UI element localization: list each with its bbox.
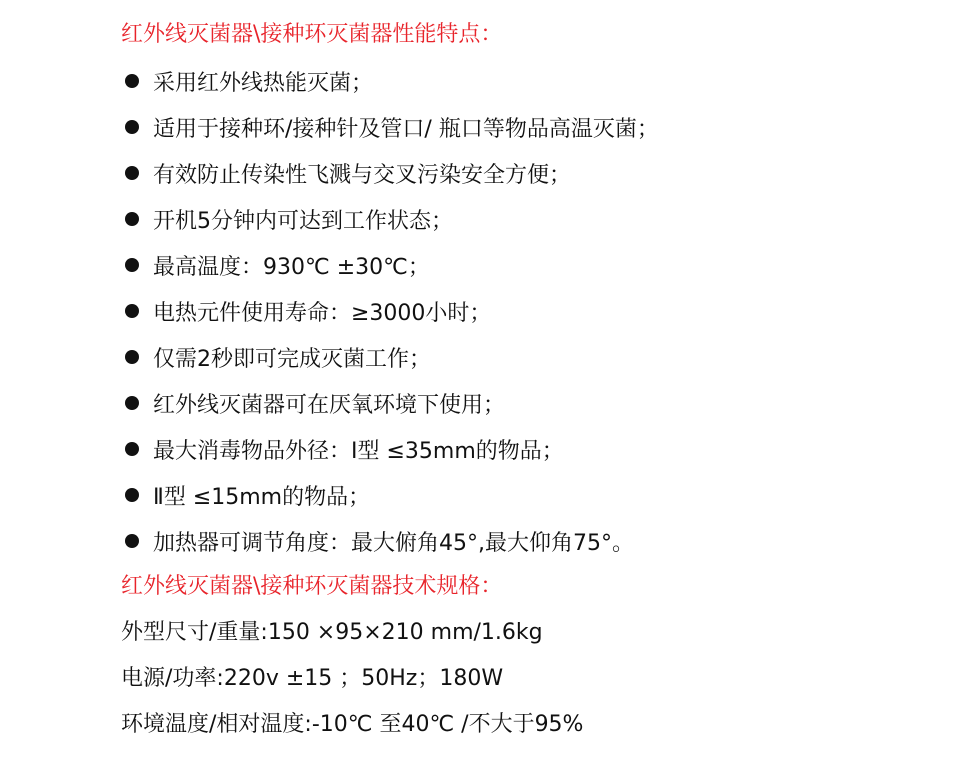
feature-text: 开机5分钟内可达到工作状态； [153,208,453,234]
bullet-dot-icon [125,120,139,134]
feature-item [121,472,941,518]
bullet-dot-icon [125,212,139,226]
feature-text: Ⅱ型 ≤15mm的物品； [153,484,371,510]
feature-text: 最高温度：930℃ ±30℃； [153,254,430,280]
feature-item [121,426,941,472]
feature-text: 适用于接种环/接种针及管口/ 瓶口等物品高温灭菌； [153,116,659,142]
bullet-dot-icon [125,442,139,456]
bullet-dot-icon [125,258,139,272]
product-description [121,12,941,748]
feature-item [121,334,941,380]
feature-text: 有效防止传染性飞溅与交叉污染安全方便； [153,162,572,188]
spec-power: 电源/功率:220v ±15 ；50Hz；180W [121,666,504,691]
features-list [121,58,941,564]
feature-text: 红外线灭菌器可在厌氧环境下使用； [153,392,506,418]
feature-item [121,518,941,564]
bullet-dot-icon [125,488,139,502]
feature-item [121,58,941,104]
feature-text: 最大消毒物品外径：Ⅰ型 ≤35mm的物品； [153,438,564,464]
feature-item [121,288,941,334]
specs-heading: 红外线灭菌器\接种环灭菌器技术规格： [121,574,503,599]
spec-environment: 环境温度/相对温度:-10℃ 至40℃ /不大于95% [121,712,584,737]
spec-dimensions-weight: 外型尺寸/重量:150 ×95×210 mm/1.6kg [121,620,543,645]
specs-list [121,610,941,748]
feature-item [121,196,941,242]
bullet-dot-icon [125,534,139,548]
bullet-dot-icon [125,74,139,88]
feature-text: 电热元件使用寿命：≥3000小时； [153,300,492,326]
feature-text: 加热器可调节角度：最大俯角45°,最大仰角75°。 [153,530,634,556]
feature-item [121,242,941,288]
bullet-dot-icon [125,166,139,180]
feature-item [121,150,941,196]
bullet-dot-icon [125,350,139,364]
bullet-dot-icon [125,396,139,410]
feature-text: 采用红外线热能灭菌； [153,70,374,96]
features-heading: 红外线灭菌器\接种环灭菌器性能特点： [121,22,503,47]
feature-text: 仅需2秒即可完成灭菌工作； [153,346,431,372]
feature-item [121,380,941,426]
feature-item [121,104,941,150]
bullet-dot-icon [125,304,139,318]
